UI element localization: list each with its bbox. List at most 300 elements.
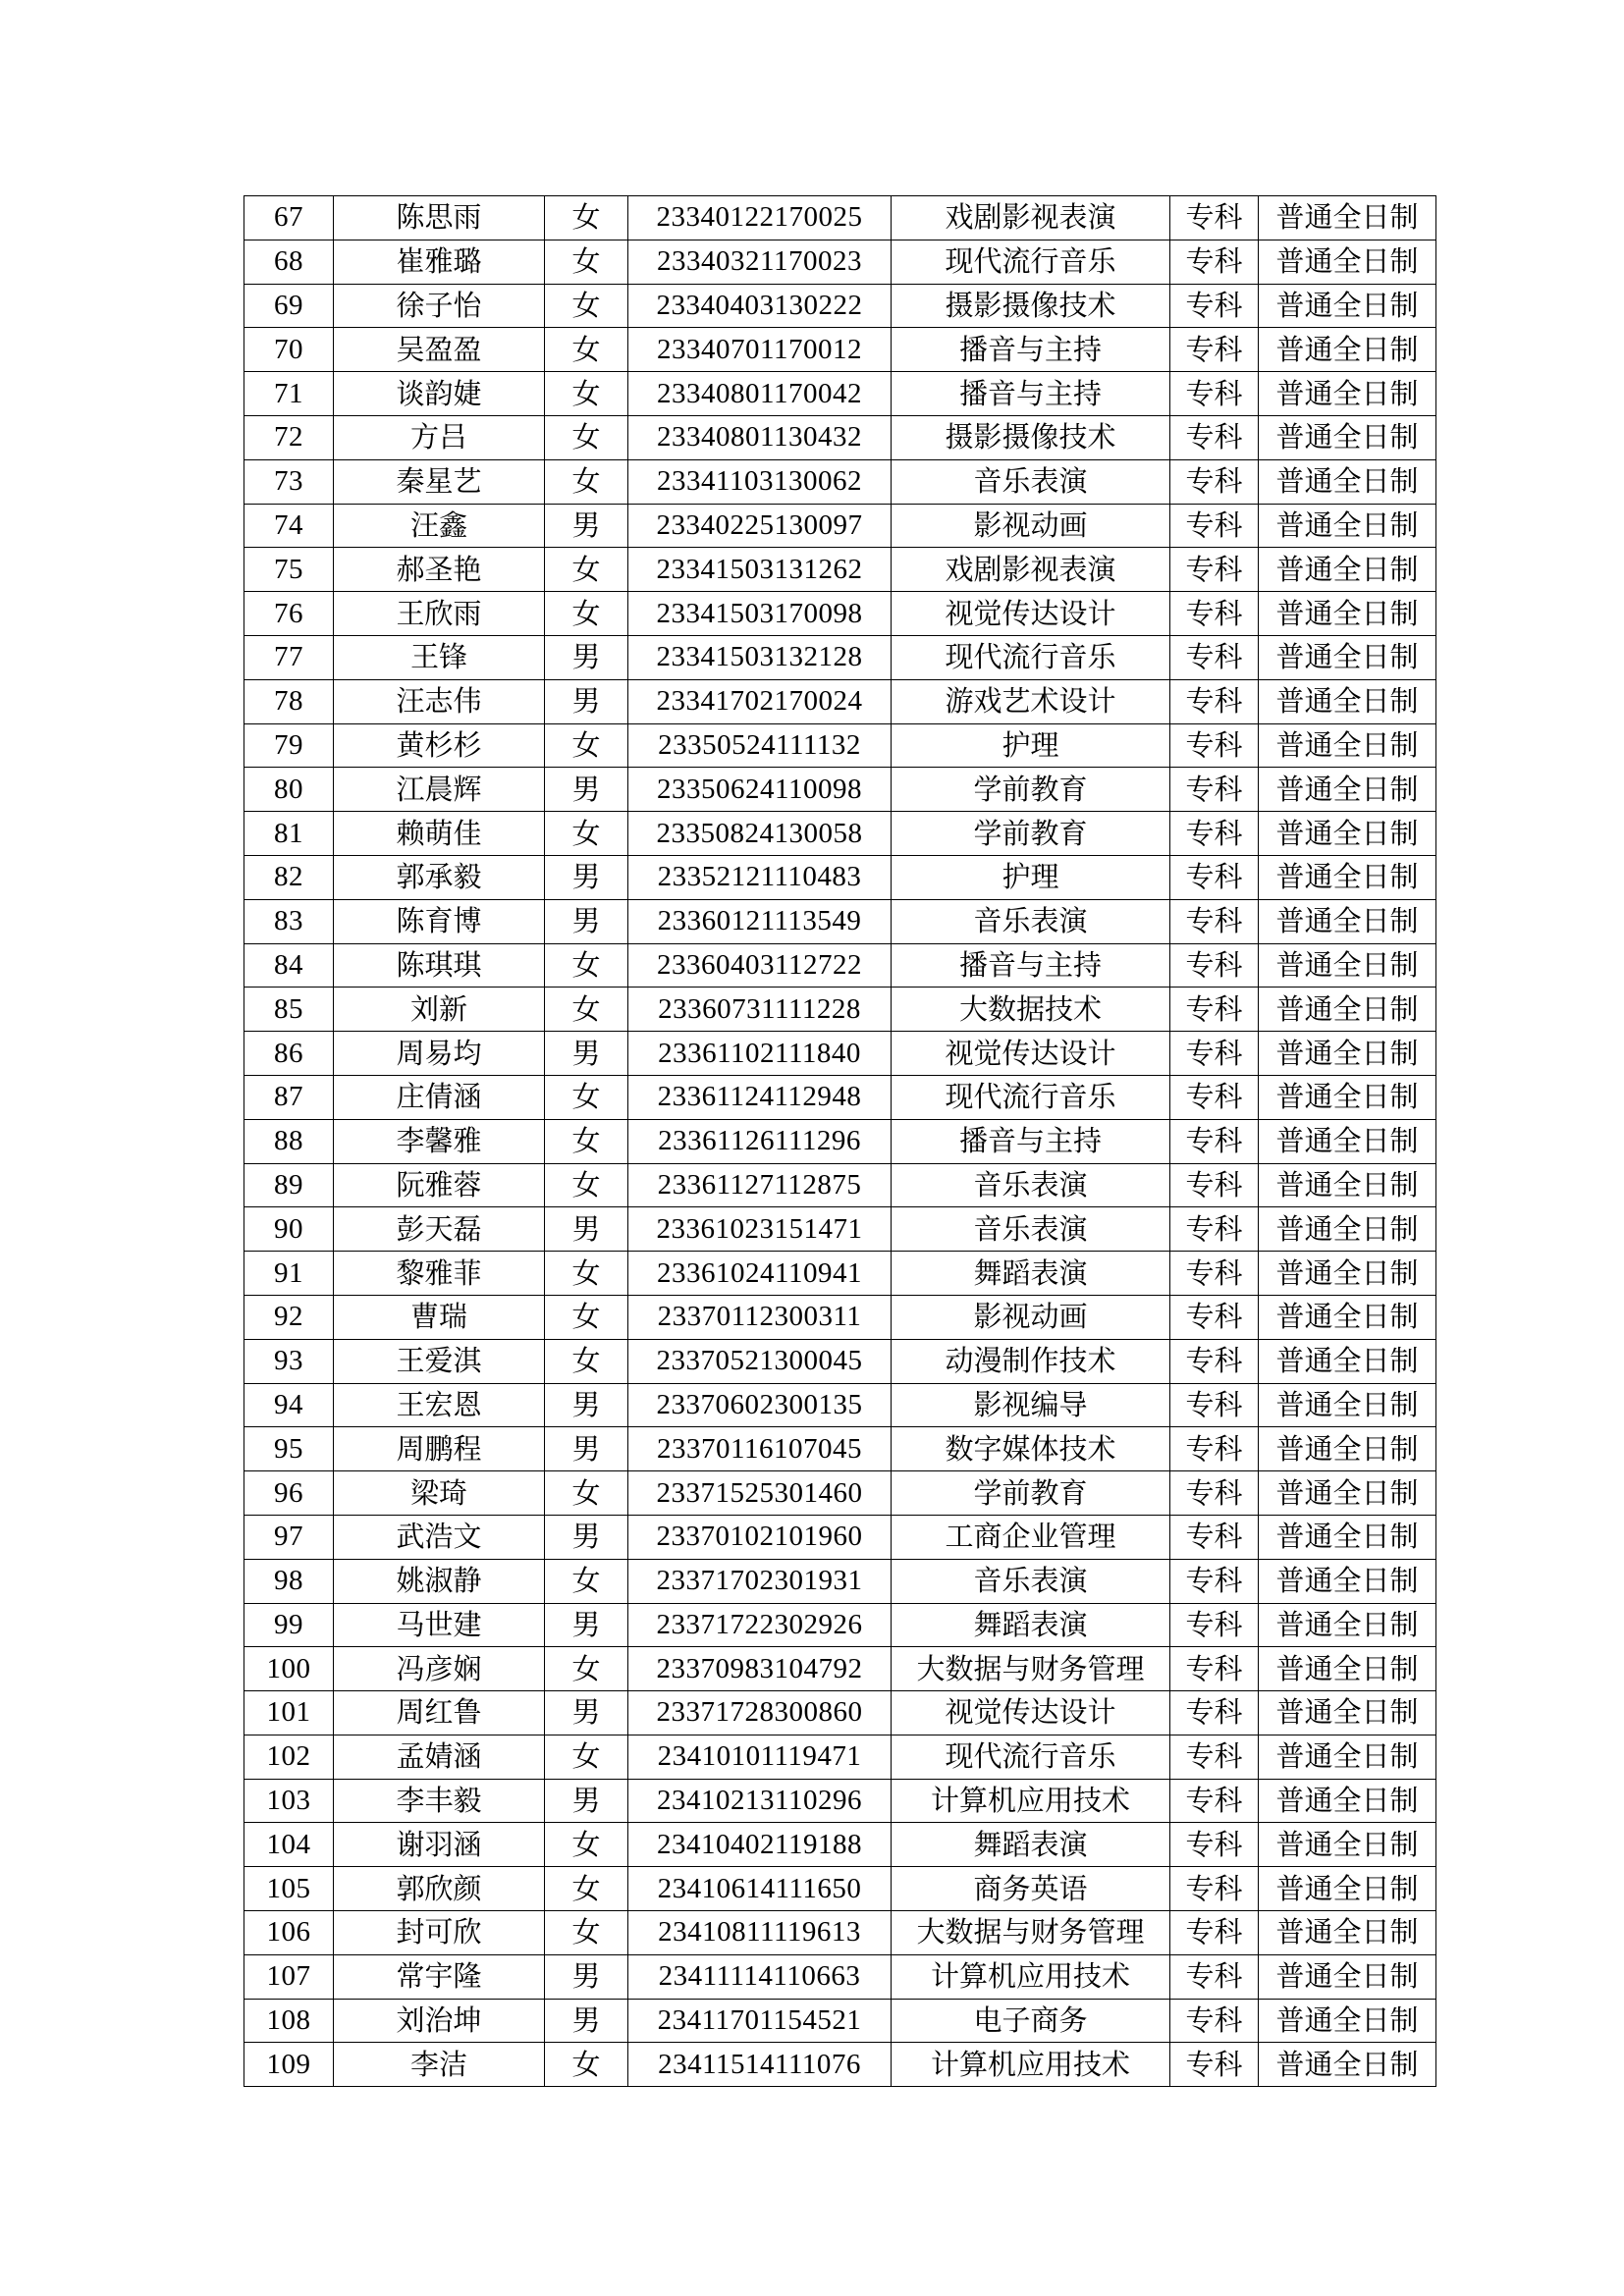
education-level-cell: 专科	[1170, 592, 1259, 636]
major-cell: 数字媒体技术	[892, 1427, 1170, 1471]
education-level-cell: 专科	[1170, 504, 1259, 548]
study-mode-cell: 普通全日制	[1259, 1207, 1436, 1252]
gender-cell: 男	[545, 1999, 628, 2043]
gender-cell: 女	[545, 1735, 628, 1779]
study-mode-cell: 普通全日制	[1259, 943, 1436, 988]
table-row	[244, 723, 1436, 768]
gender-cell: 女	[545, 1471, 628, 1516]
major-cell: 计算机应用技术	[892, 1779, 1170, 1823]
exam-number-cell: 23360731111228	[628, 988, 892, 1032]
row-number-cell: 68	[244, 240, 334, 284]
major-cell: 现代流行音乐	[892, 240, 1170, 284]
row-number-cell: 94	[244, 1383, 334, 1427]
table-row	[244, 548, 1436, 592]
exam-number-cell: 23361102111840	[628, 1032, 892, 1076]
major-cell: 摄影摄像技术	[892, 284, 1170, 328]
major-cell: 现代流行音乐	[892, 1075, 1170, 1119]
study-mode-cell: 普通全日制	[1259, 1867, 1436, 1911]
student-name-cell: 阮雅蓉	[334, 1163, 545, 1207]
education-level-cell: 专科	[1170, 855, 1259, 899]
study-mode-cell: 普通全日制	[1259, 1911, 1436, 1955]
table-row	[244, 679, 1436, 723]
student-name-cell: 姚淑静	[334, 1559, 545, 1603]
student-name-cell: 汪志伟	[334, 679, 545, 723]
gender-cell: 女	[545, 592, 628, 636]
row-number-cell: 101	[244, 1691, 334, 1735]
table-row	[244, 328, 1436, 372]
student-name-cell: 吴盈盈	[334, 328, 545, 372]
study-mode-cell: 普通全日制	[1259, 635, 1436, 679]
table-row	[244, 855, 1436, 899]
row-number-cell: 81	[244, 812, 334, 856]
study-mode-cell: 普通全日制	[1259, 1471, 1436, 1516]
major-cell: 学前教育	[892, 812, 1170, 856]
row-number-cell: 88	[244, 1119, 334, 1163]
exam-number-cell: 23411114110663	[628, 1954, 892, 1999]
study-mode-cell: 普通全日制	[1259, 812, 1436, 856]
major-cell: 影视动画	[892, 504, 1170, 548]
education-level-cell: 专科	[1170, 1252, 1259, 1296]
major-cell: 音乐表演	[892, 1163, 1170, 1207]
exam-number-cell: 23361124112948	[628, 1075, 892, 1119]
education-level-cell: 专科	[1170, 328, 1259, 372]
exam-number-cell: 23410213110296	[628, 1779, 892, 1823]
study-mode-cell: 普通全日制	[1259, 1691, 1436, 1735]
row-number-cell: 95	[244, 1427, 334, 1471]
education-level-cell: 专科	[1170, 943, 1259, 988]
exam-number-cell: 23360403112722	[628, 943, 892, 988]
gender-cell: 男	[545, 1603, 628, 1647]
student-name-cell: 武浩文	[334, 1515, 545, 1559]
exam-number-cell: 23352121110483	[628, 855, 892, 899]
gender-cell: 女	[545, 459, 628, 504]
gender-cell: 女	[545, 1295, 628, 1339]
gender-cell: 男	[545, 1427, 628, 1471]
study-mode-cell: 普通全日制	[1259, 855, 1436, 899]
student-name-cell: 谢羽涵	[334, 1823, 545, 1867]
table-row	[244, 943, 1436, 988]
education-level-cell: 专科	[1170, 1954, 1259, 1999]
exam-number-cell: 23340122170025	[628, 196, 892, 240]
table-row	[244, 1119, 1436, 1163]
exam-number-cell: 23340403130222	[628, 284, 892, 328]
table-row	[244, 1252, 1436, 1296]
student-name-cell: 陈思雨	[334, 196, 545, 240]
table-row	[244, 768, 1436, 812]
gender-cell: 女	[545, 240, 628, 284]
education-level-cell: 专科	[1170, 1867, 1259, 1911]
gender-cell: 男	[545, 1954, 628, 1999]
study-mode-cell: 普通全日制	[1259, 1603, 1436, 1647]
row-number-cell: 96	[244, 1471, 334, 1516]
table-row	[244, 372, 1436, 416]
gender-cell: 女	[545, 1559, 628, 1603]
study-mode-cell: 普通全日制	[1259, 1735, 1436, 1779]
study-mode-cell: 普通全日制	[1259, 988, 1436, 1032]
table-row	[244, 635, 1436, 679]
exam-number-cell: 23361126111296	[628, 1119, 892, 1163]
gender-cell: 男	[545, 1691, 628, 1735]
student-name-cell: 庄倩涵	[334, 1075, 545, 1119]
row-number-cell: 97	[244, 1515, 334, 1559]
exam-number-cell: 23410101119471	[628, 1735, 892, 1779]
gender-cell: 女	[545, 1339, 628, 1383]
row-number-cell: 67	[244, 196, 334, 240]
major-cell: 音乐表演	[892, 899, 1170, 943]
student-name-cell: 黄杉杉	[334, 723, 545, 768]
student-name-cell: 李洁	[334, 2043, 545, 2087]
education-level-cell: 专科	[1170, 1075, 1259, 1119]
gender-cell: 女	[545, 723, 628, 768]
study-mode-cell: 普通全日制	[1259, 1823, 1436, 1867]
table-row	[244, 1163, 1436, 1207]
education-level-cell: 专科	[1170, 1163, 1259, 1207]
education-level-cell: 专科	[1170, 2043, 1259, 2087]
student-name-cell: 刘治坤	[334, 1999, 545, 2043]
education-level-cell: 专科	[1170, 723, 1259, 768]
student-name-cell: 陈育博	[334, 899, 545, 943]
gender-cell: 女	[545, 548, 628, 592]
exam-number-cell: 23370116107045	[628, 1427, 892, 1471]
education-level-cell: 专科	[1170, 1647, 1259, 1691]
exam-number-cell: 23370102101960	[628, 1515, 892, 1559]
table-row	[244, 1207, 1436, 1252]
row-number-cell: 106	[244, 1911, 334, 1955]
row-number-cell: 69	[244, 284, 334, 328]
major-cell: 商务英语	[892, 1867, 1170, 1911]
exam-number-cell: 23411701154521	[628, 1999, 892, 2043]
row-number-cell: 103	[244, 1779, 334, 1823]
table-row	[244, 1911, 1436, 1955]
education-level-cell: 专科	[1170, 1383, 1259, 1427]
row-number-cell: 82	[244, 855, 334, 899]
gender-cell: 女	[545, 1911, 628, 1955]
student-name-cell: 郭欣颜	[334, 1867, 545, 1911]
major-cell: 现代流行音乐	[892, 635, 1170, 679]
exam-number-cell: 23410614111650	[628, 1867, 892, 1911]
row-number-cell: 90	[244, 1207, 334, 1252]
student-name-cell: 谈韵婕	[334, 372, 545, 416]
student-name-cell: 曹瑞	[334, 1295, 545, 1339]
exam-number-cell: 23341503131262	[628, 548, 892, 592]
table-row	[244, 1295, 1436, 1339]
student-name-cell: 周鹏程	[334, 1427, 545, 1471]
study-mode-cell: 普通全日制	[1259, 1427, 1436, 1471]
student-name-cell: 秦星艺	[334, 459, 545, 504]
gender-cell: 女	[545, 943, 628, 988]
study-mode-cell: 普通全日制	[1259, 504, 1436, 548]
major-cell: 播音与主持	[892, 1119, 1170, 1163]
table-row	[244, 415, 1436, 459]
education-level-cell: 专科	[1170, 768, 1259, 812]
education-level-cell: 专科	[1170, 1207, 1259, 1252]
major-cell: 学前教育	[892, 768, 1170, 812]
gender-cell: 女	[545, 2043, 628, 2087]
major-cell: 播音与主持	[892, 372, 1170, 416]
table-row	[244, 2043, 1436, 2087]
study-mode-cell: 普通全日制	[1259, 592, 1436, 636]
education-level-cell: 专科	[1170, 1779, 1259, 1823]
study-mode-cell: 普通全日制	[1259, 1032, 1436, 1076]
education-level-cell: 专科	[1170, 988, 1259, 1032]
major-cell: 舞蹈表演	[892, 1603, 1170, 1647]
education-level-cell: 专科	[1170, 1295, 1259, 1339]
table-row	[244, 1515, 1436, 1559]
gender-cell: 男	[545, 1515, 628, 1559]
student-name-cell: 赖萌佳	[334, 812, 545, 856]
study-mode-cell: 普通全日制	[1259, 1999, 1436, 2043]
major-cell: 动漫制作技术	[892, 1339, 1170, 1383]
exam-number-cell: 23350524111132	[628, 723, 892, 768]
table-row	[244, 284, 1436, 328]
education-level-cell: 专科	[1170, 1119, 1259, 1163]
gender-cell: 男	[545, 1779, 628, 1823]
education-level-cell: 专科	[1170, 415, 1259, 459]
major-cell: 播音与主持	[892, 328, 1170, 372]
gender-cell: 男	[545, 635, 628, 679]
table-row	[244, 1471, 1436, 1516]
education-level-cell: 专科	[1170, 1515, 1259, 1559]
study-mode-cell: 普通全日制	[1259, 1339, 1436, 1383]
major-cell: 摄影摄像技术	[892, 415, 1170, 459]
student-name-cell: 彭天磊	[334, 1207, 545, 1252]
study-mode-cell: 普通全日制	[1259, 723, 1436, 768]
major-cell: 电子商务	[892, 1999, 1170, 2043]
study-mode-cell: 普通全日制	[1259, 1075, 1436, 1119]
major-cell: 护理	[892, 723, 1170, 768]
student-name-cell: 汪鑫	[334, 504, 545, 548]
major-cell: 音乐表演	[892, 1207, 1170, 1252]
table-row	[244, 240, 1436, 284]
education-level-cell: 专科	[1170, 899, 1259, 943]
table-row	[244, 1735, 1436, 1779]
exam-number-cell: 23350624110098	[628, 768, 892, 812]
exam-number-cell: 23340701170012	[628, 328, 892, 372]
education-level-cell: 专科	[1170, 1559, 1259, 1603]
exam-number-cell: 23360121113549	[628, 899, 892, 943]
major-cell: 播音与主持	[892, 943, 1170, 988]
exam-number-cell: 23370112300311	[628, 1295, 892, 1339]
major-cell: 影视动画	[892, 1295, 1170, 1339]
table-row	[244, 1339, 1436, 1383]
major-cell: 影视编导	[892, 1383, 1170, 1427]
student-name-cell: 李馨雅	[334, 1119, 545, 1163]
exam-number-cell: 23411514111076	[628, 2043, 892, 2087]
education-level-cell: 专科	[1170, 812, 1259, 856]
exam-number-cell: 23410811119613	[628, 1911, 892, 1955]
exam-number-cell: 23341702170024	[628, 679, 892, 723]
exam-number-cell: 23371702301931	[628, 1559, 892, 1603]
gender-cell: 女	[545, 812, 628, 856]
student-name-cell: 陈琪琪	[334, 943, 545, 988]
exam-number-cell: 23410402119188	[628, 1823, 892, 1867]
gender-cell: 女	[545, 284, 628, 328]
gender-cell: 女	[545, 1867, 628, 1911]
major-cell: 舞蹈表演	[892, 1823, 1170, 1867]
student-name-cell: 梁琦	[334, 1471, 545, 1516]
major-cell: 音乐表演	[892, 1559, 1170, 1603]
gender-cell: 男	[545, 899, 628, 943]
exam-number-cell: 23341103130062	[628, 459, 892, 504]
table-row	[244, 1383, 1436, 1427]
student-name-cell: 崔雅璐	[334, 240, 545, 284]
study-mode-cell: 普通全日制	[1259, 284, 1436, 328]
exam-number-cell: 23370983104792	[628, 1647, 892, 1691]
education-level-cell: 专科	[1170, 548, 1259, 592]
table-row	[244, 899, 1436, 943]
row-number-cell: 104	[244, 1823, 334, 1867]
row-number-cell: 92	[244, 1295, 334, 1339]
gender-cell: 男	[545, 679, 628, 723]
major-cell: 工商企业管理	[892, 1515, 1170, 1559]
study-mode-cell: 普通全日制	[1259, 1119, 1436, 1163]
row-number-cell: 87	[244, 1075, 334, 1119]
gender-cell: 女	[545, 1823, 628, 1867]
study-mode-cell: 普通全日制	[1259, 459, 1436, 504]
row-number-cell: 89	[244, 1163, 334, 1207]
study-mode-cell: 普通全日制	[1259, 1647, 1436, 1691]
student-name-cell: 郭承毅	[334, 855, 545, 899]
student-roster-page	[244, 195, 1435, 2087]
exam-number-cell: 23361024110941	[628, 1252, 892, 1296]
study-mode-cell: 普通全日制	[1259, 1559, 1436, 1603]
row-number-cell: 86	[244, 1032, 334, 1076]
table-row	[244, 1823, 1436, 1867]
exam-number-cell: 23371722302926	[628, 1603, 892, 1647]
major-cell: 音乐表演	[892, 459, 1170, 504]
education-level-cell: 专科	[1170, 1471, 1259, 1516]
education-level-cell: 专科	[1170, 284, 1259, 328]
major-cell: 视觉传达设计	[892, 592, 1170, 636]
major-cell: 游戏艺术设计	[892, 679, 1170, 723]
study-mode-cell: 普通全日制	[1259, 1954, 1436, 1999]
study-mode-cell: 普通全日制	[1259, 899, 1436, 943]
exam-number-cell: 23371728300860	[628, 1691, 892, 1735]
major-cell: 戏剧影视表演	[892, 196, 1170, 240]
student-name-cell: 周红鲁	[334, 1691, 545, 1735]
table-row	[244, 1075, 1436, 1119]
major-cell: 视觉传达设计	[892, 1032, 1170, 1076]
table-row	[244, 1954, 1436, 1999]
exam-number-cell: 23361127112875	[628, 1163, 892, 1207]
major-cell: 舞蹈表演	[892, 1252, 1170, 1296]
study-mode-cell: 普通全日制	[1259, 1295, 1436, 1339]
exam-number-cell: 23341503170098	[628, 592, 892, 636]
education-level-cell: 专科	[1170, 679, 1259, 723]
table-row	[244, 1032, 1436, 1076]
student-name-cell: 王欣雨	[334, 592, 545, 636]
row-number-cell: 102	[244, 1735, 334, 1779]
gender-cell: 男	[545, 1383, 628, 1427]
education-level-cell: 专科	[1170, 1603, 1259, 1647]
study-mode-cell: 普通全日制	[1259, 679, 1436, 723]
row-number-cell: 72	[244, 415, 334, 459]
table-row	[244, 1779, 1436, 1823]
row-number-cell: 78	[244, 679, 334, 723]
roster-table-body	[244, 196, 1436, 2087]
exam-number-cell: 23340225130097	[628, 504, 892, 548]
row-number-cell: 73	[244, 459, 334, 504]
student-name-cell: 江晨辉	[334, 768, 545, 812]
gender-cell: 女	[545, 1119, 628, 1163]
table-row	[244, 196, 1436, 240]
study-mode-cell: 普通全日制	[1259, 196, 1436, 240]
table-row	[244, 1999, 1436, 2043]
student-name-cell: 王爱淇	[334, 1339, 545, 1383]
education-level-cell: 专科	[1170, 635, 1259, 679]
gender-cell: 女	[545, 1252, 628, 1296]
education-level-cell: 专科	[1170, 372, 1259, 416]
table-row	[244, 1867, 1436, 1911]
exam-number-cell: 23370521300045	[628, 1339, 892, 1383]
row-number-cell: 109	[244, 2043, 334, 2087]
major-cell: 大数据与财务管理	[892, 1647, 1170, 1691]
exam-number-cell: 23361023151471	[628, 1207, 892, 1252]
row-number-cell: 75	[244, 548, 334, 592]
row-number-cell: 80	[244, 768, 334, 812]
student-roster-table	[244, 195, 1436, 2087]
row-number-cell: 84	[244, 943, 334, 988]
gender-cell: 女	[545, 988, 628, 1032]
student-name-cell: 郝圣艳	[334, 548, 545, 592]
major-cell: 计算机应用技术	[892, 1954, 1170, 1999]
student-name-cell: 方吕	[334, 415, 545, 459]
gender-cell: 女	[545, 372, 628, 416]
student-name-cell: 常宇隆	[334, 1954, 545, 1999]
table-row	[244, 1691, 1436, 1735]
study-mode-cell: 普通全日制	[1259, 372, 1436, 416]
row-number-cell: 105	[244, 1867, 334, 1911]
row-number-cell: 79	[244, 723, 334, 768]
table-row	[244, 592, 1436, 636]
education-level-cell: 专科	[1170, 1339, 1259, 1383]
table-row	[244, 459, 1436, 504]
education-level-cell: 专科	[1170, 1032, 1259, 1076]
row-number-cell: 71	[244, 372, 334, 416]
row-number-cell: 83	[244, 899, 334, 943]
major-cell: 戏剧影视表演	[892, 548, 1170, 592]
study-mode-cell: 普通全日制	[1259, 2043, 1436, 2087]
row-number-cell: 91	[244, 1252, 334, 1296]
row-number-cell: 100	[244, 1647, 334, 1691]
row-number-cell: 76	[244, 592, 334, 636]
gender-cell: 男	[545, 1207, 628, 1252]
student-name-cell: 李丰毅	[334, 1779, 545, 1823]
education-level-cell: 专科	[1170, 196, 1259, 240]
row-number-cell: 98	[244, 1559, 334, 1603]
exam-number-cell: 23340321170023	[628, 240, 892, 284]
row-number-cell: 99	[244, 1603, 334, 1647]
table-row	[244, 1647, 1436, 1691]
gender-cell: 女	[545, 415, 628, 459]
exam-number-cell: 23371525301460	[628, 1471, 892, 1516]
education-level-cell: 专科	[1170, 240, 1259, 284]
major-cell: 大数据与财务管理	[892, 1911, 1170, 1955]
gender-cell: 女	[545, 1075, 628, 1119]
study-mode-cell: 普通全日制	[1259, 1779, 1436, 1823]
row-number-cell: 85	[244, 988, 334, 1032]
gender-cell: 男	[545, 855, 628, 899]
gender-cell: 女	[545, 1647, 628, 1691]
table-row	[244, 812, 1436, 856]
major-cell: 计算机应用技术	[892, 2043, 1170, 2087]
education-level-cell: 专科	[1170, 1823, 1259, 1867]
education-level-cell: 专科	[1170, 1735, 1259, 1779]
major-cell: 视觉传达设计	[892, 1691, 1170, 1735]
study-mode-cell: 普通全日制	[1259, 328, 1436, 372]
gender-cell: 男	[545, 1032, 628, 1076]
major-cell: 学前教育	[892, 1471, 1170, 1516]
